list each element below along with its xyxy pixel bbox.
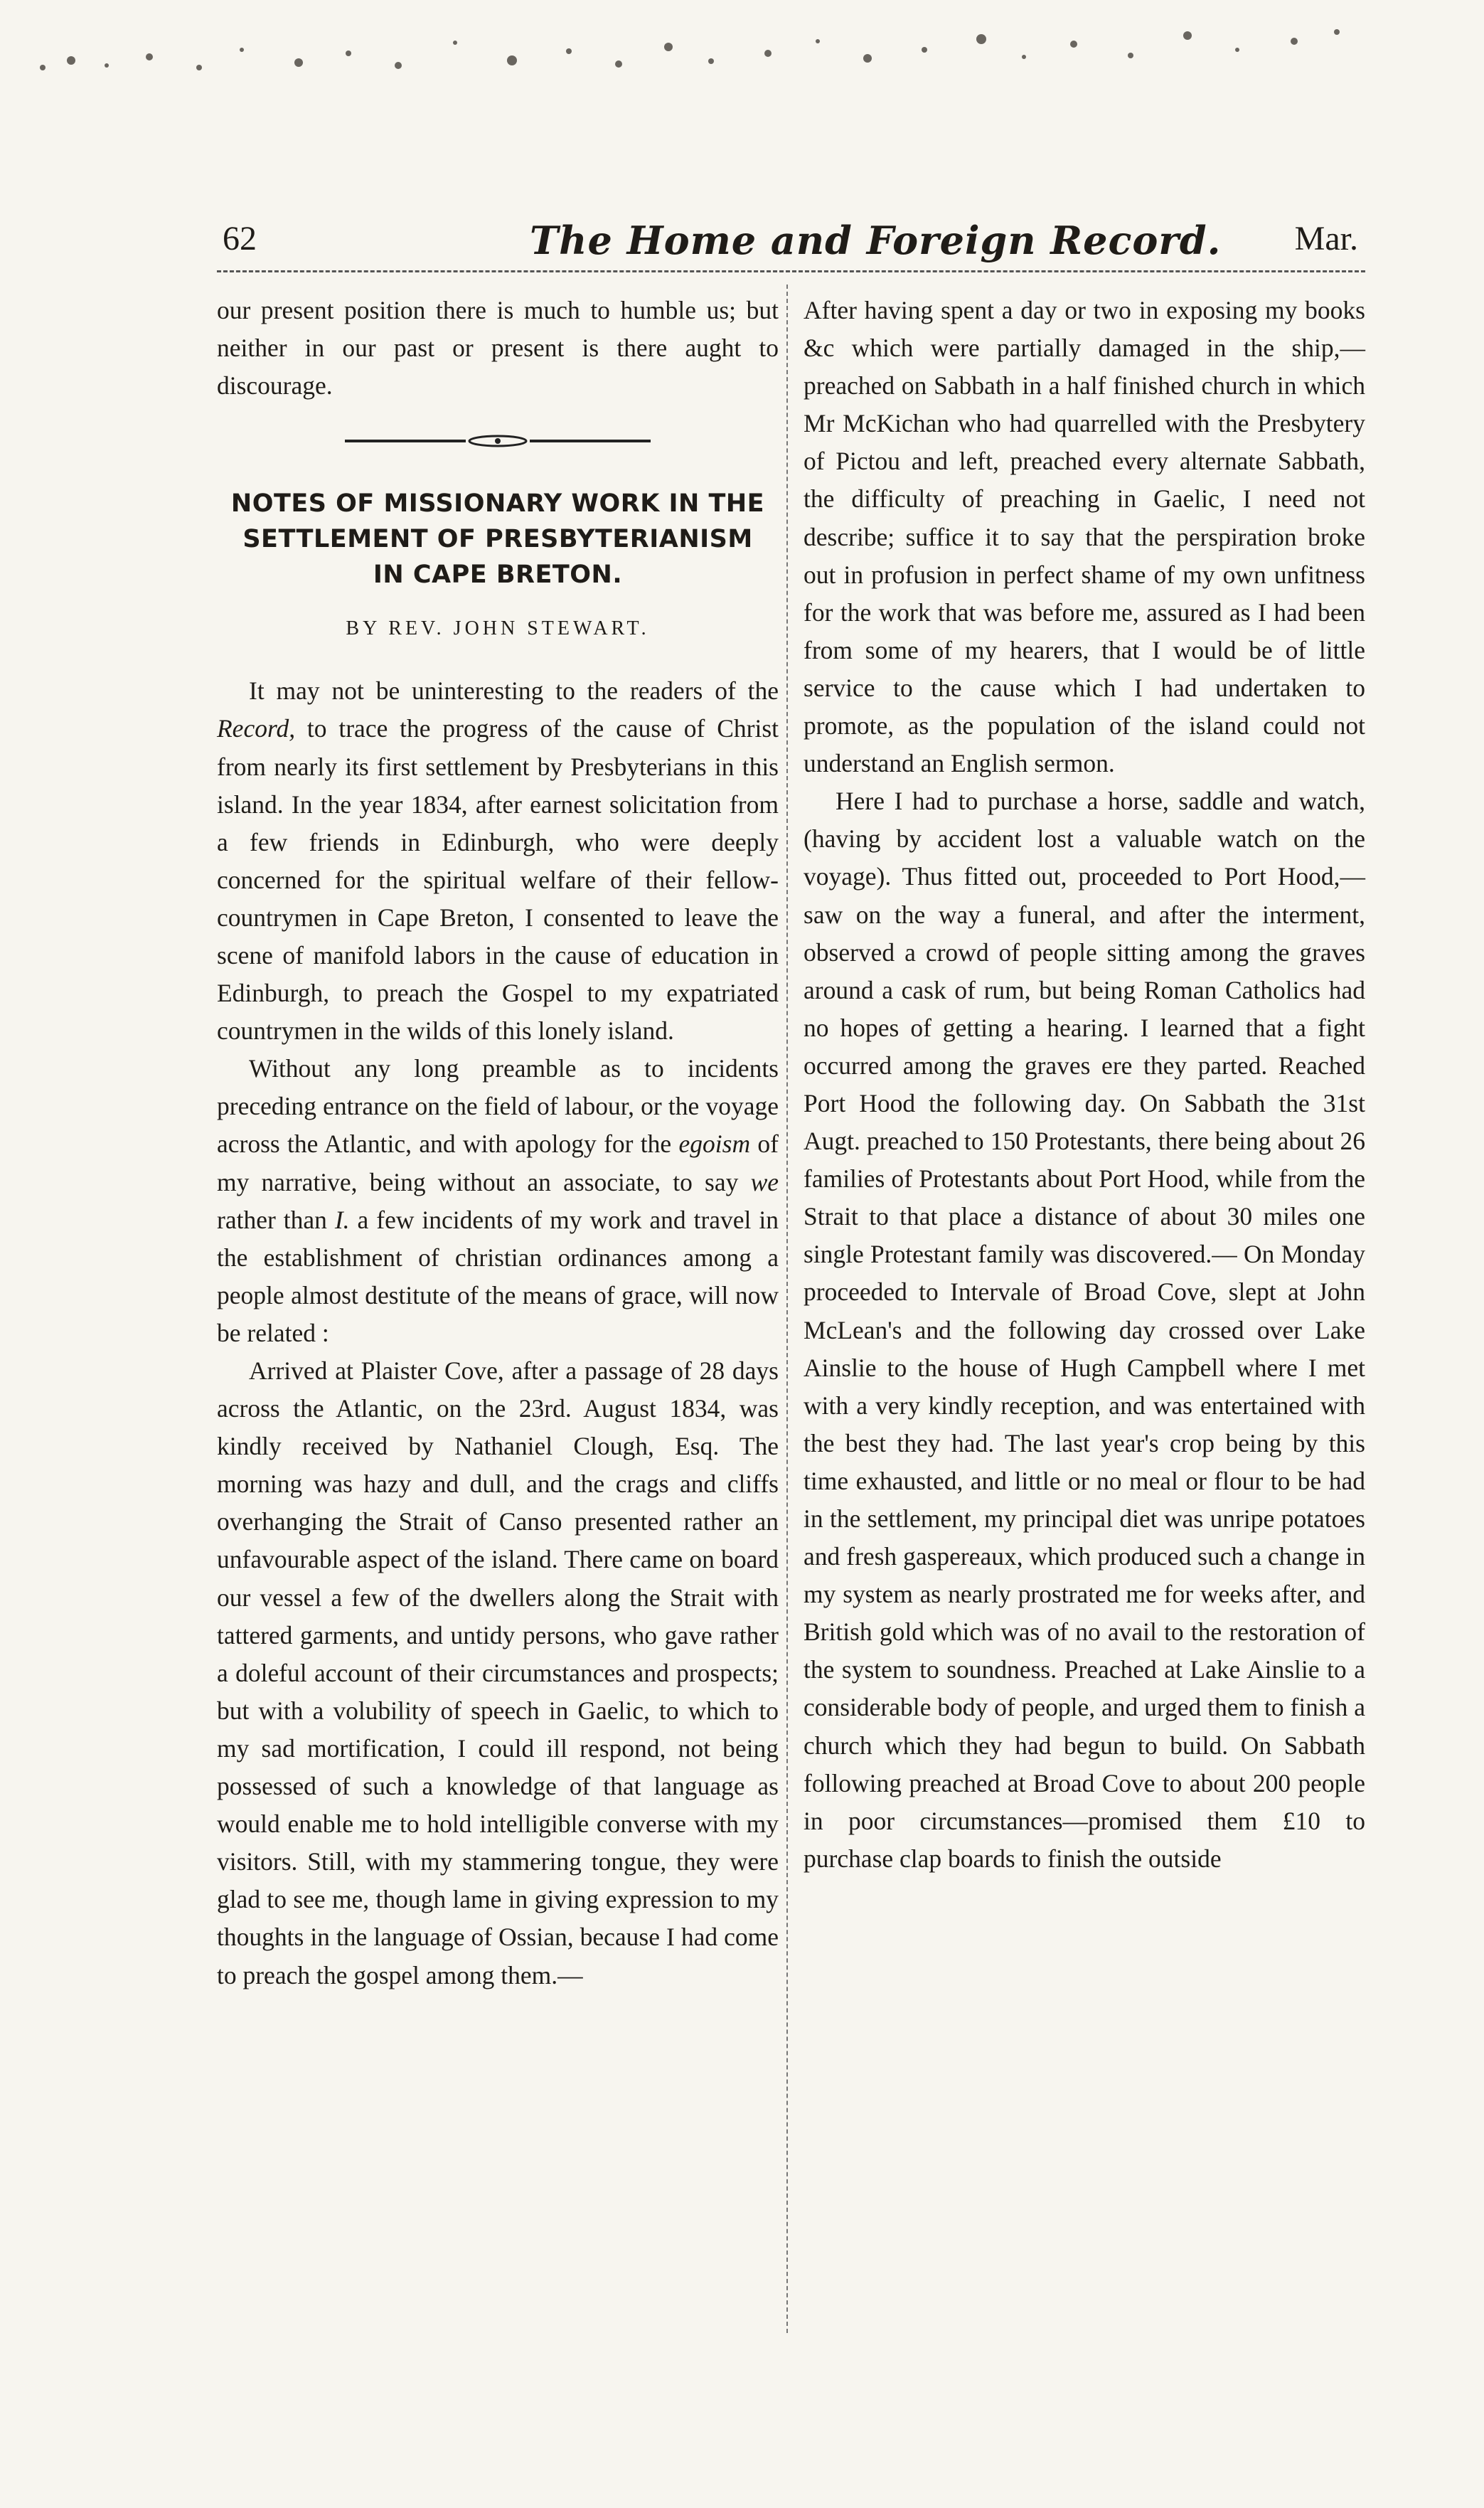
section-ornament <box>217 422 779 459</box>
issue-month: Mar. <box>1294 220 1358 257</box>
previous-article-ending: our present position there is much to humble us; but neither in our past or present is there aught to discourage. <box>217 296 779 400</box>
article-byline: BY REV. JOHN STEWART. <box>346 617 650 640</box>
paragraph-intro: It may not be uninteresting to the readers of the Record, to trace the progress of the cause of Christ from nearly its first settlement by Presbyterians in this island. In the year 1834, after earnest solicitation from a few friends in Edinburgh, who were deeply concerned for the spiritual welfare of their fellow-countrymen in Cape Breton, I consented to leave the scene of manifold labors in the cause of education in Edinburgh, to preach the Gospel to my expatriated countrymen in the wilds of this lonely island. <box>217 676 779 1046</box>
paragraph-preamble: Without any long preamble as to incidents preceding entrance on the field of labour, or the voyage across the Atlantic, and with apology for the egoism of my narrative, being without an associate, to say we rather than I. a few incidents of my work and travel in the establishment of christian ordinances among a people almost destitute of the means of grace, will now be related : <box>217 1054 779 1347</box>
paragraph-arrival: Arrived at Plaister Cove, after a passage of 28 days across the Atlantic, on the 23rd. August 1834, was kindly received by Nathaniel Clough, Esq. The morning was hazy and dull, and the crags and cliffs overhanging the Strait of Canso presented rather an unfavourable aspect of the island. There came on board our vessel a few of the dwellers along the Strait with tattered garments, and untidy persons, who gave rather a doleful account of their circumstances and prospects; but with a volubility of speech in Gaelic, to which to my sad mortification, I could ill respond, not being possessed of such a knowledge of that language as would enable me to hold intelligible converse with my visitors. Still, with my stammering tongue, they were glad to see me, though lame in giving expression to my thoughts in the language of Ossian, because I had come to preach the gospel among them.— <box>217 1356 779 1989</box>
article-title: NOTES OF MISSIONARY WORK IN THE SETTLEMENT OF PRESBYTERIANISM IN CAPE BRETON. <box>230 489 765 589</box>
column-divider <box>786 285 788 2333</box>
left-column <box>217 292 779 2333</box>
page-header <box>217 213 1365 272</box>
journal-title: The Home and Foreign Record. <box>530 218 1222 263</box>
paragraph-first-sabbath: After having spent a day or two in exposing my books &c which were partially damaged in the ship,—preached on Sabbath in a half finished church in which Mr McKichan who had quarrelled with the Presbytery of Pictou and left, preached every alternate Sabbath, the difficulty of preaching in Gaelic, I need not describe; suffice it to say that the perspiration broke out in profusion in perfect shame of my own unfitness for the work that was before me, assured as I had been from some of my hearers, that I would be of little service to the cause which I had undertaken to promote, as the population of the island could not understand an English sermon. <box>804 296 1365 778</box>
page-number: 62 <box>223 220 257 257</box>
page-edge-specks <box>28 0 1351 85</box>
paragraph-port-hood: Here I had to purchase a horse, saddle and watch, (having by accident lost a valuable watch on the voyage). Thus fitted out, proceeded to Port Hood,—saw on the way a funeral, and after the interment, observed a crowd of people sitting among the graves around a cask of rum, but being Roman Catholics had no hopes of getting a hearing. I learned that a fight occurred among the graves ere they parted. Reached Port Hood the following day. On Sabbath the 31st Augt. preached to 150 Protestants, there being about 26 families of Protestants about Port Hood, while from the Strait to that place a distance of about 30 miles one single Protestant family was discovered.— On Monday proceeded to Intervale of Broad Cove, slept at John McLean's and the following day crossed over Lake Ainslie to the house of Hugh Campbell where I met with a very kindly reception, and was entertained with the best they had. The last year's crop being by this time exhausted, and little or no meal or flour to be had in the settlement, my principal diet was unripe potatoes and fresh gaspereaux, which produced such a change in my system as nearly prostrated me for weeks after, and British gold which was of no avail to the restoration of the system to soundness. Preached at Lake Ainslie to a considerable body of people, and urged them to finish a church which they had begun to build. On Sabbath following preached at Broad Cove to about 200 people in poor circumstances—promised them £10 to purchase clap boards to finish the outside <box>804 787 1365 1873</box>
right-column <box>804 292 1365 2333</box>
